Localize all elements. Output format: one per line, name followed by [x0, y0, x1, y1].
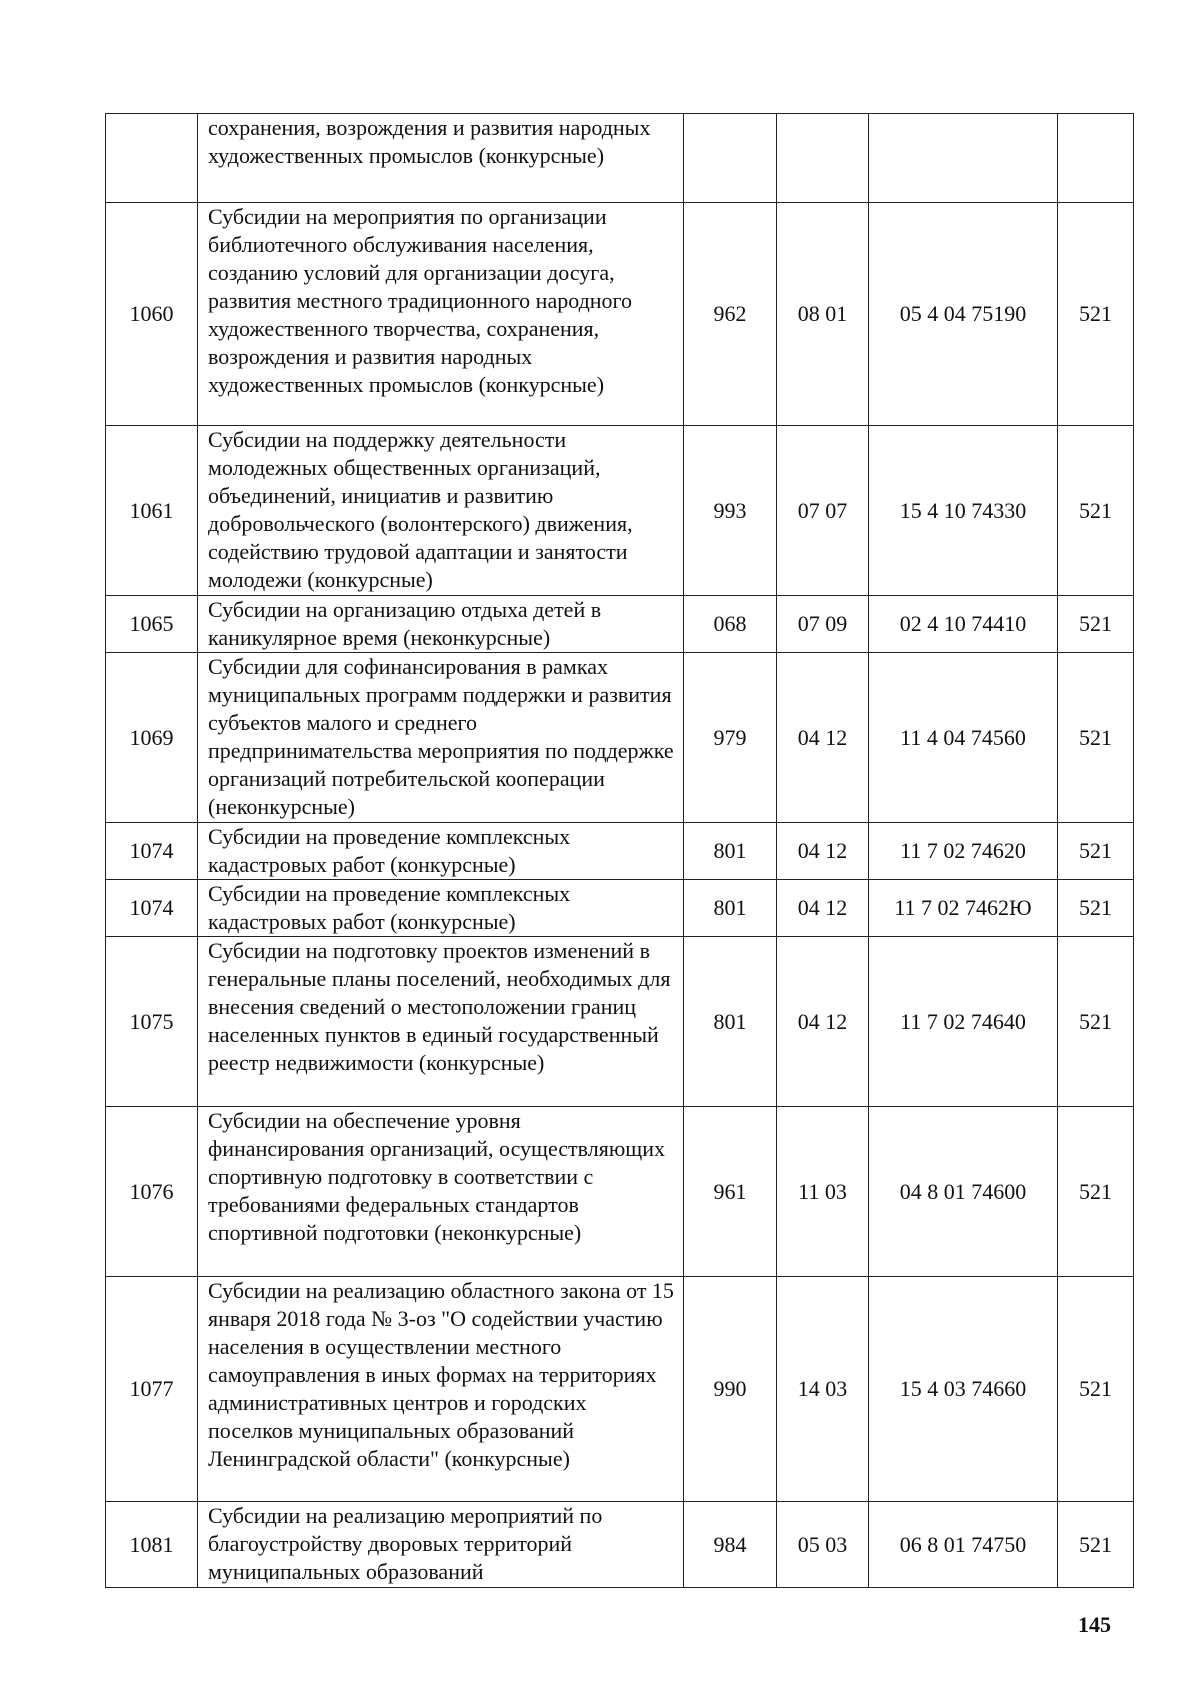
expense-type-code: 521 — [1058, 937, 1134, 1107]
row-number: 1081 — [106, 1502, 198, 1588]
table-row — [106, 596, 1134, 653]
target-code: 15 4 03 74660 — [869, 1277, 1058, 1502]
row-description: Субсидии на обеспечение уровня финансирования организаций, осуществляющих спортивную подготовку в соответствии с требованиями федеральных стандартов спортивной подготовки (неконкурсные) — [198, 1107, 684, 1277]
expense-type-code — [1058, 114, 1134, 203]
row-number: 1069 — [106, 653, 198, 823]
row-number: 1075 — [106, 937, 198, 1107]
expense-type-code: 521 — [1058, 1107, 1134, 1277]
row-number: 1061 — [106, 426, 198, 596]
table-row — [106, 1277, 1134, 1502]
target-code: 11 7 02 7462Ю — [869, 880, 1058, 937]
table-row — [106, 823, 1134, 880]
target-code: 02 4 10 74410 — [869, 596, 1058, 653]
section-code: 07 09 — [777, 596, 869, 653]
row-description: Субсидии на мероприятия по организации библиотечного обслуживания населения, созданию условий для организации досуга, развития местного традиционного народного художественного творчества, сохранения, возрождения и развития народных художественных промыслов (конкурсные) — [198, 203, 684, 426]
section-code: 08 01 — [777, 203, 869, 426]
section-code: 04 12 — [777, 823, 869, 880]
table-row — [106, 937, 1134, 1107]
table-row — [106, 1107, 1134, 1277]
table-row — [106, 1502, 1134, 1588]
row-number: 1074 — [106, 880, 198, 937]
row-description: Субсидии на организацию отдыха детей в каникулярное время (неконкурсные) — [198, 596, 684, 653]
row-number: 1077 — [106, 1277, 198, 1502]
row-description: Субсидии на поддержку деятельности молодежных общественных организаций, объединений, инициатив и развитию добровольческого (волонтерского) движения, содействию трудовой адаптации и занятости молодежи (конкурсные) — [198, 426, 684, 596]
section-code: 14 03 — [777, 1277, 869, 1502]
admin-code: 801 — [684, 937, 777, 1107]
row-number: 1076 — [106, 1107, 198, 1277]
table-row — [106, 114, 1134, 203]
expense-type-code: 521 — [1058, 426, 1134, 596]
admin-code: 801 — [684, 823, 777, 880]
admin-code: 962 — [684, 203, 777, 426]
target-code: 05 4 04 75190 — [869, 203, 1058, 426]
expense-type-code: 521 — [1058, 1502, 1134, 1588]
section-code: 11 03 — [777, 1107, 869, 1277]
budget-table — [105, 113, 1134, 1588]
row-number: 1060 — [106, 203, 198, 426]
admin-code: 961 — [684, 1107, 777, 1277]
section-code: 04 12 — [777, 653, 869, 823]
admin-code: 979 — [684, 653, 777, 823]
admin-code: 990 — [684, 1277, 777, 1502]
section-code: 04 12 — [777, 937, 869, 1107]
row-description: Субсидии на проведение комплексных кадастровых работ (конкурсные) — [198, 880, 684, 937]
expense-type-code: 521 — [1058, 1277, 1134, 1502]
section-code — [777, 114, 869, 203]
expense-type-code: 521 — [1058, 823, 1134, 880]
expense-type-code: 521 — [1058, 653, 1134, 823]
target-code: 11 7 02 74640 — [869, 937, 1058, 1107]
target-code: 11 4 04 74560 — [869, 653, 1058, 823]
row-description: Субсидии на реализацию областного закона от 15 января 2018 года № 3-оз "О содействии участию населения в осуществлении местного самоуправления в иных формах на территориях административных центров и городских поселков муниципальных образований Ленинградской области" (конкурсные) — [198, 1277, 684, 1502]
admin-code: 993 — [684, 426, 777, 596]
row-description: Субсидии на подготовку проектов изменений в генеральные планы поселений, необходимых для внесения сведений о местоположении границ населенных пунктов в единый государственный реестр недвижимости (конкурсные) — [198, 937, 684, 1107]
admin-code: 068 — [684, 596, 777, 653]
expense-type-code: 521 — [1058, 880, 1134, 937]
target-code: 11 7 02 74620 — [869, 823, 1058, 880]
row-number: 1065 — [106, 596, 198, 653]
target-code: 04 8 01 74600 — [869, 1107, 1058, 1277]
section-code: 05 03 — [777, 1502, 869, 1588]
row-number: 1074 — [106, 823, 198, 880]
table-row — [106, 203, 1134, 426]
section-code: 07 07 — [777, 426, 869, 596]
row-description: Субсидии на реализацию мероприятий по благоустройству дворовых территорий муниципальных образований — [198, 1502, 684, 1588]
admin-code: 984 — [684, 1502, 777, 1588]
row-number — [106, 114, 198, 203]
expense-type-code: 521 — [1058, 203, 1134, 426]
table-row — [106, 653, 1134, 823]
table-row — [106, 880, 1134, 937]
admin-code: 801 — [684, 880, 777, 937]
target-code — [869, 114, 1058, 203]
row-description: Субсидии для софинансирования в рамках муниципальных программ поддержки и развития субъектов малого и среднего предпринимательства мероприятия по поддержке организаций потребительской кооперации (неконкурсные) — [198, 653, 684, 823]
target-code: 15 4 10 74330 — [869, 426, 1058, 596]
row-description: Субсидии на проведение комплексных кадастровых работ (конкурсные) — [198, 823, 684, 880]
expense-type-code: 521 — [1058, 596, 1134, 653]
page-number: 145 — [1078, 1612, 1111, 1637]
admin-code — [684, 114, 777, 203]
target-code: 06 8 01 74750 — [869, 1502, 1058, 1588]
row-description: сохранения, возрождения и развития народных художественных промыслов (конкурсные) — [198, 114, 684, 203]
table-row — [106, 426, 1134, 596]
section-code: 04 12 — [777, 880, 869, 937]
